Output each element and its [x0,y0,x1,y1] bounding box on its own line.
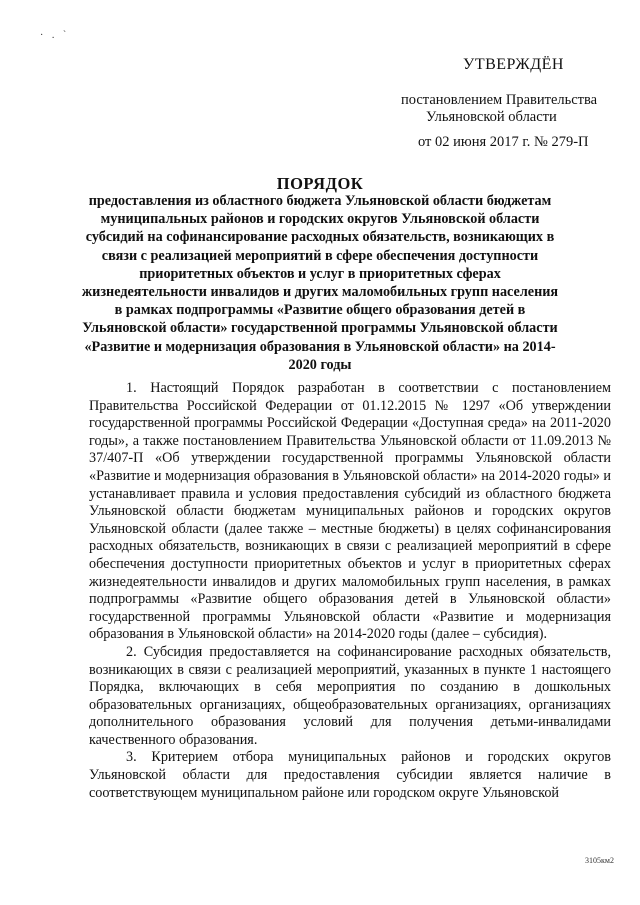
scan-specks: · . ` [40,30,70,41]
document-body [89,380,611,802]
approval-line-1: постановлением Правительства [401,92,598,108]
paragraph-3: 3. Критерием отбора муниципальных районов и городских округов Ульяновской области для предоставления субсидии является наличие в соответствующем муниципальном районе или городском округе Ульяновской [89,749,611,801]
approval-line-2: Ульяновской области [426,109,557,125]
approval-title: УТВЕРЖДЁН [463,56,564,73]
document-title: ПОРЯДОК [276,174,364,193]
approval-date: от 02 июня 2017 г. № 279-П [418,134,589,150]
document-subtitle: предоставления из областного бюджета Ульяновской области бюджетам муниципальных районов и городских округов Ульяновской области субсидий на софинансирование расходных обязательств, возникающих в связи с реализацией мероприятий в сфере обеспечения доступности приоритетных объектов и услуг в приоритетных сферах жизнедеятельности инвалидов и других маломобильных групп населения в рамках подпрограммы «Развитие общего образования детей в Ульяновской области» государственной программы Ульяновской области «Развитие и модернизация образования в Ульяновской области» на 2014-2020 годы [81,193,559,373]
footer-code: 3105км2 [585,856,614,865]
paragraph-2: 2. Субсидия предоставляется на софинансирование расходных обязательств, возникающих в связи с реализацией мероприятий, указанных в пункте 1 настоящего Порядка, включающих в себя мероприятия по созданию в дошкольных образовательных организациях, общеобразовательных организациях, организациях дополнительного образования условий для получения детьми-инвалидами качественного образования. [89,643,611,748]
paragraph-1: 1. Настоящий Порядок разработан в соответствии с постановлением Правительства Российской Федерации от 01.12.2015 № 1297 «Об утверждении государственной программы Российской Федерации «Доступная среда» на 2011-2020 годы», а также постановлением Правительства Ульяновской области от 11.09.2013 № 37/407-П «Об утверждении государственной программы Ульяновской области «Развитие и модернизация образования в Ульяновской области» на 2014-2020 годы» и устанавливает правила и условия предоставления субсидий из областного бюджета Ульяновской области бюджетам муниципальных районов и городских округов Ульяновской области (далее также – местные бюджеты) в целях софинансирования расходных обязательств, возникающих в связи с реализацией мероприятий в сфере обеспечения доступности приоритетных объектов и услуг в приоритетных сферах жизнедеятельности инвалидов и других маломобильных групп населения, в рамках подпрограммы «Развитие общего образования детей в Ульяновской области» государственной программы Ульяновской области «Развитие и модернизация образования в Ульяновской области» на 2014-2020 годы (далее – субсидия). [89,380,611,643]
